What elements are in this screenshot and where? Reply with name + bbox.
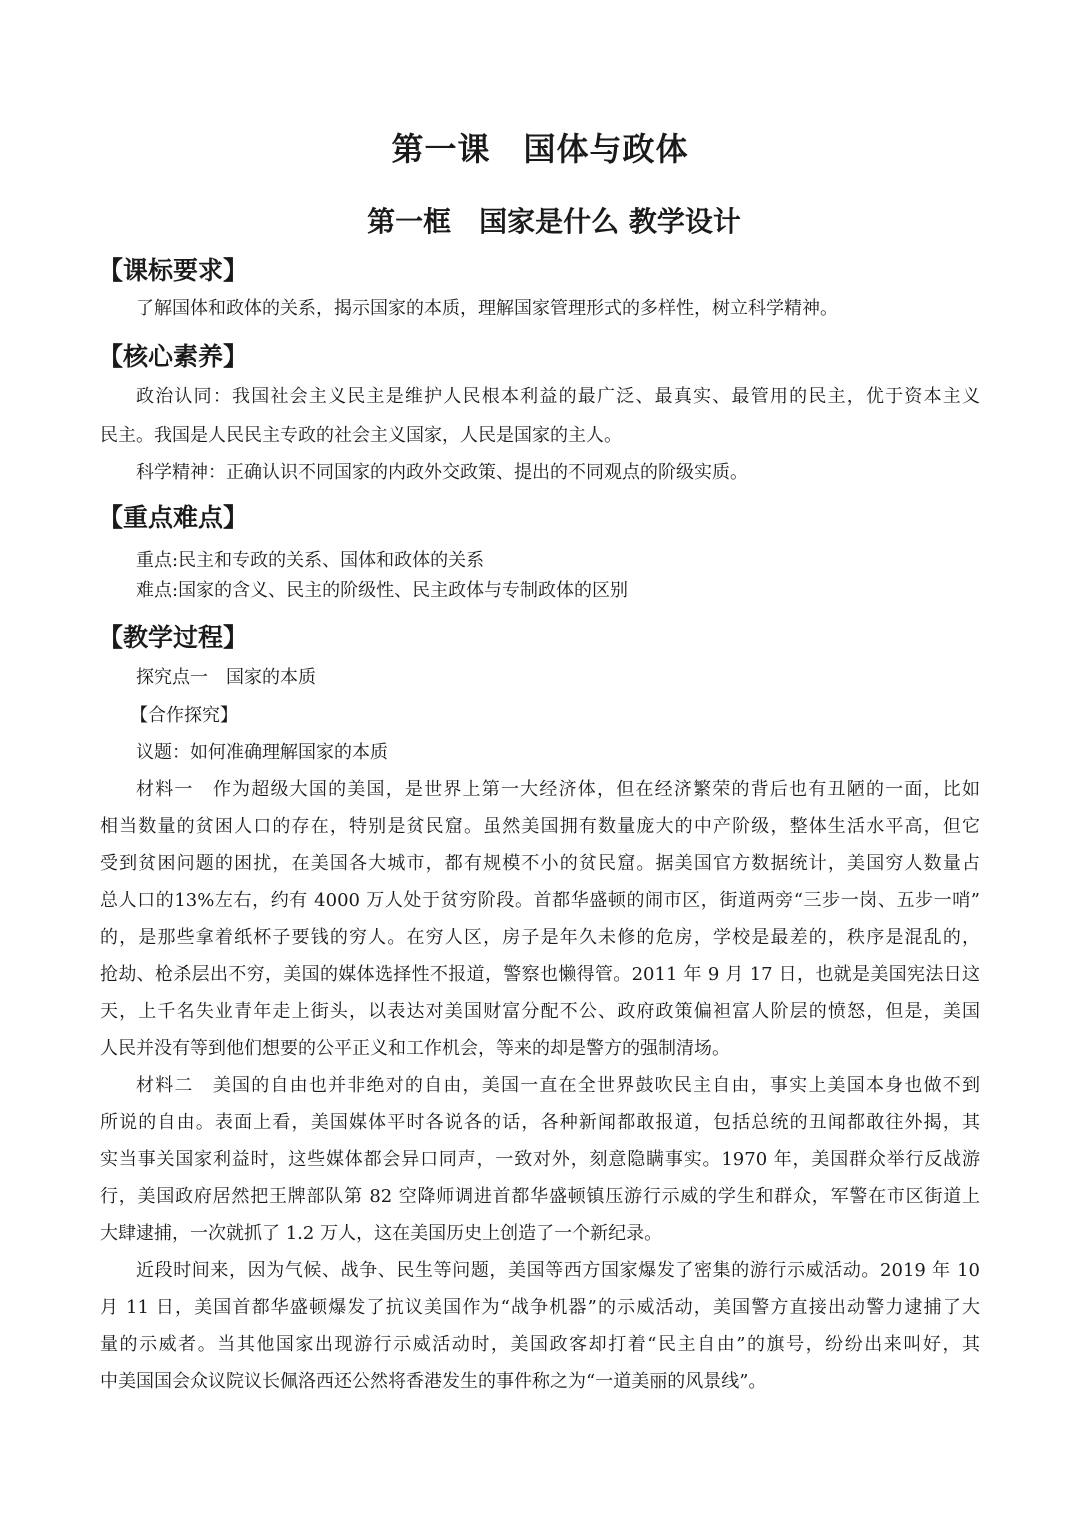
curriculum-text: 了解国体和政体的关系，揭示国家的本质，理解国家管理形式的多样性，树立科学精神。 [136, 298, 838, 319]
topic-line: 议题：如何准确理解国家的本质 [136, 742, 388, 763]
cooperation-label: 【合作探究】 [130, 705, 238, 726]
section-heading-process: 【教学过程】 [98, 623, 249, 652]
material-one-line: 天，上千名失业青年走上街头，以表达对美国财富分配不公、政府政策偏袒富人阶层的愤怒，但是，美国 [100, 1001, 980, 1022]
section-heading-literacy: 【核心素养】 [98, 342, 249, 371]
material-three-line: 月 11 日，美国首都华盛顿爆发了抗议美国作为“战争机器”的示威活动，美国警方直接出动警力逮捕了大 [100, 1297, 980, 1318]
material-one-line: 材料一 作为超级大国的美国，是世界上第一大经济体，但在经济繁荣的背后也有丑陋的一面，比如 [136, 779, 980, 800]
material-two-line: 实当事关国家利益时，这些媒体都会异口同声，一致对外，刻意隐瞒事实。1970 年，美国群众举行反战游 [100, 1149, 980, 1170]
material-one-line: 抢劫、枪杀层出不穷，美国的媒体选择性不报道，警察也懒得管。2011 年 9 月 17 日，也就是美国宪法日这 [100, 964, 980, 985]
material-two-line: 所说的自由。表面上看，美国媒体平时各说各的话，各种新闻都敢报道，包括总统的丑闻都敢往外揭，其 [100, 1112, 980, 1133]
section-heading-curriculum: 【课标要求】 [98, 256, 249, 285]
difficult-point-line: 难点:国家的含义、民主的阶级性、民主政体与专制政体的区别 [136, 580, 629, 601]
literacy-line: 政治认同：我国社会主义民主是维护人民根本利益的最广泛、最真实、最管用的民主，优于资本主义 [136, 386, 980, 407]
material-one-line: 的，是那些拿着纸杯子要钱的穷人。在穷人区，房子是年久未修的危房，学校是最差的，秩序是混乱的， [100, 927, 980, 948]
material-three-line: 中美国国会众议院议长佩洛西还公然将香港发生的事件称之为“一道美丽的风景线”。 [100, 1371, 767, 1392]
material-two-line: 行，美国政府居然把王牌部队第 82 空降师调进首都华盛顿镇压游行示威的学生和群众，军警在市区街道上 [100, 1186, 980, 1207]
material-one-line: 相当数量的贫困人口的存在，特别是贫民窟。虽然美国拥有数量庞大的中产阶级，整体生活水平高，但它 [100, 816, 980, 837]
key-point-line: 重点:民主和专政的关系、国体和政体的关系 [136, 550, 485, 571]
section-heading-key-points: 【重点难点】 [98, 503, 249, 532]
inquiry-point-label: 探究点一 国家的本质 [136, 667, 316, 688]
literacy-line: 科学精神：正确认识不同国家的内政外交政策、提出的不同观点的阶级实质。 [136, 462, 748, 483]
page-title: 第一课 国体与政体 [391, 130, 689, 168]
material-three-line: 近段时间来，因为气候、战争、民生等问题，美国等西方国家爆发了密集的游行示威活动。2019 年 10 [136, 1260, 980, 1281]
material-two-line: 材料二 美国的自由也并非绝对的自由，美国一直在全世界鼓吹民主自由，事实上美国本身也做不到 [136, 1075, 980, 1096]
material-one-line: 人民并没有等到他们想要的公平正义和工作机会，等来的却是警方的强制清场。 [100, 1038, 730, 1059]
literacy-line: 民主。我国是人民民主专政的社会主义国家，人民是国家的主人。 [100, 425, 622, 446]
material-one-line: 受到贫困问题的困扰，在美国各大城市，都有规模不小的贫民窟。据美国官方数据统计，美国穷人数量占 [100, 853, 980, 874]
material-one-line: 总人口的13%左右，约有 4000 万人处于贫穷阶段。首都华盛顿的闹市区，街道两旁“三步一岗、五步一哨” [100, 890, 980, 911]
page-subtitle: 第一框 国家是什么 教学设计 [367, 205, 741, 238]
material-two-line: 大肆逮捕，一次就抓了 1.2 万人，这在美国历史上创造了一个新纪录。 [100, 1223, 663, 1244]
material-three-line: 量的示威者。当其他国家出现游行示威活动时，美国政客却打着“民主自由”的旗号，纷纷出来叫好，其 [100, 1334, 980, 1355]
